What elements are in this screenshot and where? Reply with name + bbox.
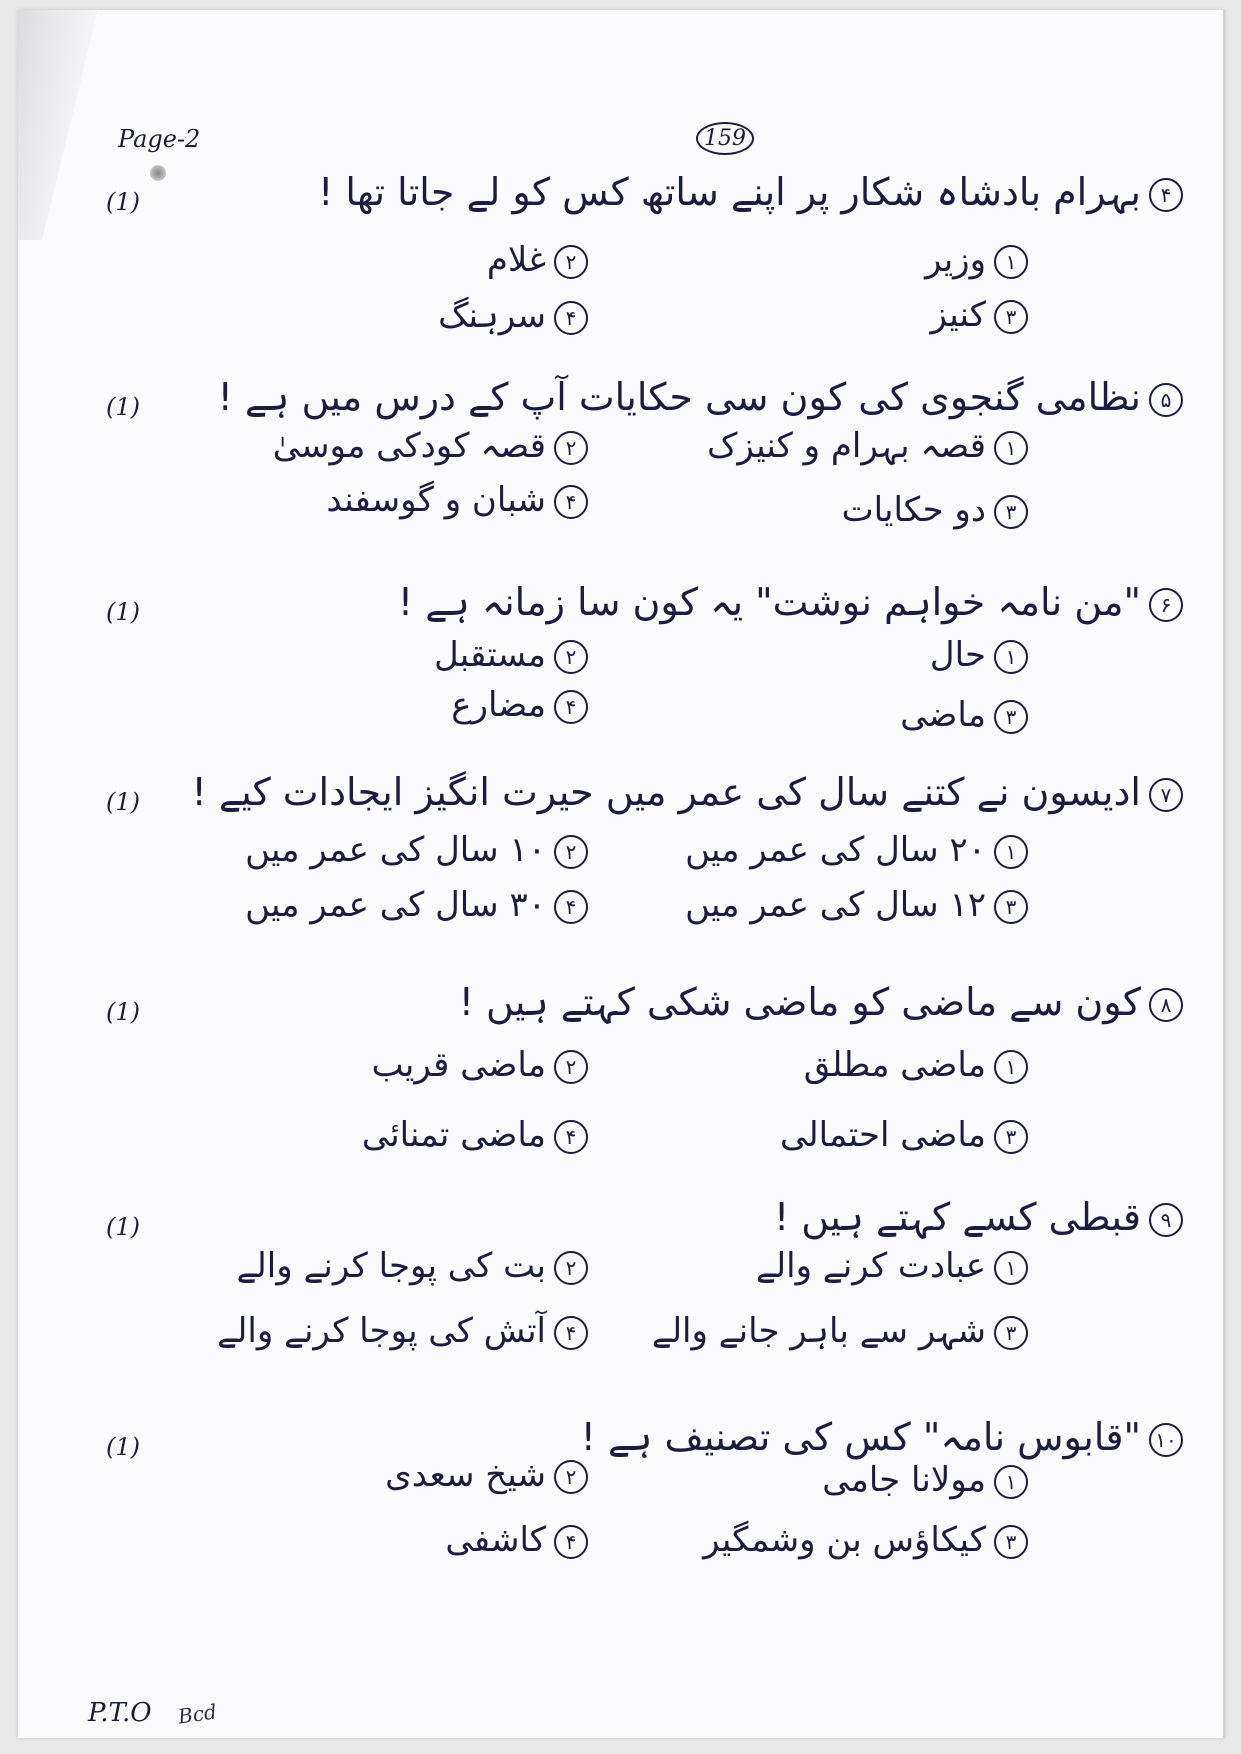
answer-sheet xyxy=(18,10,1225,1738)
option-text: ۱۲ سال کی عمر میں xyxy=(685,885,986,925)
option-item xyxy=(685,830,1028,870)
option-number: ۳ xyxy=(994,300,1028,334)
option-item xyxy=(372,1045,588,1085)
question-marks: (1) xyxy=(106,1213,140,1241)
option-number: ۱ xyxy=(994,245,1028,279)
option-text: کیکاؤس بن وشمگیر xyxy=(703,1520,986,1560)
question-marks: (1) xyxy=(106,598,140,626)
question-text xyxy=(192,770,1183,814)
question-label: "قابوس نامہ" کس کی تصنیف ہے ! xyxy=(580,1415,1141,1459)
option-item xyxy=(445,1520,588,1560)
option-text: دو حکایات xyxy=(841,490,986,530)
question-number: ۴ xyxy=(1149,178,1183,212)
question-text xyxy=(318,170,1183,214)
folded-corner xyxy=(18,10,98,240)
option-item xyxy=(707,425,1028,466)
option-item xyxy=(438,295,588,336)
question-number: ۷ xyxy=(1149,778,1183,812)
option-item xyxy=(900,695,1028,735)
option-number: ۱ xyxy=(994,1465,1028,1499)
option-text: وزیر xyxy=(924,240,986,280)
question-text xyxy=(218,375,1183,419)
page-number: 159 xyxy=(696,122,754,155)
option-number: ۲ xyxy=(554,835,588,869)
question-label: بہرام بادشاہ شکار پر اپنے ساتھ کس کو لے جاتا تھا ! xyxy=(318,170,1141,214)
option-number: ۱ xyxy=(994,640,1028,674)
option-number: ۳ xyxy=(994,1525,1028,1559)
option-text: شبان و گوسفند xyxy=(326,480,546,520)
question-marks: (1) xyxy=(106,1433,140,1461)
question-label: قبطی کسے کہتے ہیں ! xyxy=(773,1195,1141,1239)
option-item xyxy=(273,425,588,466)
option-text: مستقبل xyxy=(433,635,546,675)
question-marks: (1) xyxy=(106,393,140,421)
option-number: ۲ xyxy=(554,1460,588,1494)
initials-signature: Bcd xyxy=(176,1699,219,1729)
question-label: نظامی گنجوی کی کون سی حکایات آپ کے درس میں ہے ! xyxy=(217,375,1141,419)
option-text: آتش کی پوجا کرنے والے xyxy=(217,1311,546,1351)
question-label: کون سے ماضی کو ماضی شکی کہتے ہیں ! xyxy=(458,980,1141,1024)
option-item xyxy=(804,1045,1028,1085)
option-item xyxy=(842,490,1028,530)
option-item xyxy=(780,1115,1028,1155)
option-text: غلام xyxy=(486,240,546,280)
option-text: بت کی پوجا کرنے والے xyxy=(236,1246,546,1286)
option-number: ۱ xyxy=(994,835,1028,869)
option-number: ۳ xyxy=(994,495,1028,529)
option-item xyxy=(685,885,1028,925)
option-text: قصہ بہرام و کنیزک xyxy=(706,426,986,466)
question-text xyxy=(581,1415,1183,1459)
option-number: ۴ xyxy=(554,301,588,335)
pto-label: P.T.O xyxy=(88,1698,152,1728)
option-text: ماضی تمنائی xyxy=(361,1115,546,1155)
option-number: ۳ xyxy=(994,1120,1028,1154)
question-label: ادیسون نے کتنے سال کی عمر میں حیرت انگیز ایجادات کیے ! xyxy=(191,770,1141,814)
option-text: سرہنگ xyxy=(438,296,546,336)
option-item xyxy=(434,635,588,675)
option-item xyxy=(930,635,1028,675)
question-marks: (1) xyxy=(106,998,140,1026)
option-number: ۴ xyxy=(554,890,588,924)
option-number: ۳ xyxy=(994,700,1028,734)
option-text: ۱۰ سال کی عمر میں xyxy=(245,830,546,870)
option-number: ۴ xyxy=(554,690,588,724)
option-item xyxy=(245,885,588,925)
option-text: ماضی قریب xyxy=(371,1045,546,1085)
option-item xyxy=(756,1245,1028,1286)
question-text xyxy=(774,1195,1183,1239)
option-number: ۴ xyxy=(554,1120,588,1154)
option-item xyxy=(451,685,588,725)
option-item xyxy=(326,480,588,520)
option-number: ۲ xyxy=(554,245,588,279)
option-item xyxy=(487,240,588,280)
option-text: مولانا جامی xyxy=(822,1460,986,1500)
option-text: ماضی احتمالی xyxy=(779,1115,986,1155)
option-text: شیخ سعدی xyxy=(385,1455,546,1495)
question-number: ۱۰ xyxy=(1149,1423,1183,1457)
option-text: ماضی xyxy=(900,695,986,735)
option-item xyxy=(703,1520,1028,1560)
option-text: قصہ کودکی موسیٰ xyxy=(272,426,546,466)
option-item xyxy=(237,1245,589,1286)
option-number: ۱ xyxy=(994,1050,1028,1084)
option-text: کاشفی xyxy=(445,1520,546,1560)
option-number: ۲ xyxy=(554,640,588,674)
option-item xyxy=(931,295,1028,335)
option-text: کنیز xyxy=(930,295,986,335)
option-item xyxy=(362,1115,588,1155)
option-number: ۱ xyxy=(994,431,1028,465)
option-text: عبادت کرنے والے xyxy=(755,1246,986,1286)
question-marks: (1) xyxy=(106,788,140,816)
question-marks: (1) xyxy=(106,188,140,216)
option-text: حال xyxy=(929,635,986,675)
option-number: ۱ xyxy=(994,1251,1028,1285)
question-label: "من نامہ خواہم نوشت" یہ کون سا زمانہ ہے ! xyxy=(397,580,1141,624)
option-text: ۲۰ سال کی عمر میں xyxy=(685,830,986,870)
option-item xyxy=(925,240,1028,280)
question-number: ۶ xyxy=(1149,588,1183,622)
question-text xyxy=(398,580,1183,624)
option-item xyxy=(217,1310,588,1351)
option-text: ماضی مطلق xyxy=(803,1045,986,1085)
option-number: ۴ xyxy=(554,485,588,519)
option-text: مضارع xyxy=(451,685,546,725)
page-label: Page-2 xyxy=(118,125,201,153)
option-number: ۲ xyxy=(554,1050,588,1084)
question-text xyxy=(459,980,1183,1024)
option-number: ۳ xyxy=(994,1316,1028,1350)
option-number: ۲ xyxy=(554,431,588,465)
option-number: ۲ xyxy=(554,1251,588,1285)
question-number: ۹ xyxy=(1149,1203,1183,1237)
punch-hole xyxy=(150,165,166,181)
option-text: ۳۰ سال کی عمر میں xyxy=(245,885,546,925)
option-number: ۴ xyxy=(554,1316,588,1350)
question-number: ۸ xyxy=(1149,988,1183,1022)
option-item xyxy=(385,1455,588,1495)
option-text: شہر سے باہر جانے والے xyxy=(651,1311,986,1351)
option-number: ۴ xyxy=(554,1525,588,1559)
question-number: ۵ xyxy=(1149,383,1183,417)
option-item xyxy=(822,1460,1028,1500)
option-number: ۳ xyxy=(994,890,1028,924)
option-item xyxy=(245,830,588,870)
option-item xyxy=(652,1310,1028,1351)
